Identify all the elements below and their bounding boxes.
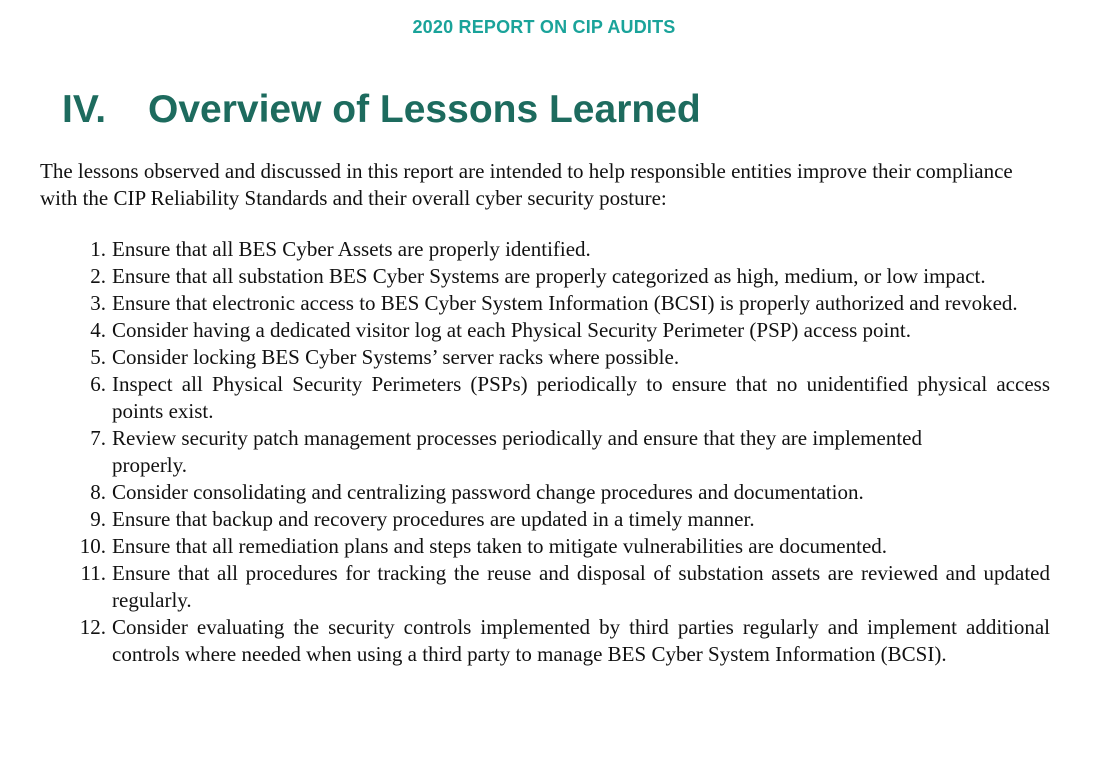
lesson-text: Inspect all Physical Security Perimeters (PSPs) periodically to ensure that no unidentified physical access points exist.	[112, 372, 1050, 423]
list-marker: 9.	[90, 507, 106, 531]
lesson-text: Consider consolidating and centralizing password change procedures and documentation.	[112, 480, 864, 504]
list-marker: 7.	[90, 426, 106, 450]
lesson-item	[0, 533, 1050, 560]
section-number: IV.	[62, 88, 107, 131]
lesson-item	[0, 317, 1050, 344]
list-marker: 5.	[90, 345, 106, 369]
list-marker: 1.	[90, 237, 106, 261]
list-marker: 3.	[90, 291, 106, 315]
lesson-text: Consider having a dedicated visitor log at each Physical Security Perimeter (PSP) access point.	[112, 318, 911, 342]
lesson-item	[0, 425, 922, 479]
running-header: 2020 REPORT ON CIP AUDITS	[412, 17, 676, 37]
list-marker: 4.	[90, 318, 106, 342]
list-marker: 12.	[79, 615, 106, 639]
lesson-text: Consider locking BES Cyber Systems’ server racks where possible.	[112, 345, 680, 369]
lesson-item	[0, 344, 1050, 371]
lesson-item	[0, 479, 1050, 506]
section-heading	[62, 88, 701, 132]
lesson-text: Ensure that electronic access to BES Cyber System Information (BCSI) is properly authorized and revoked.	[112, 291, 1018, 315]
list-marker: 8.	[90, 480, 106, 504]
lesson-text: Ensure that all procedures for tracking the reuse and disposal of substation assets are reviewed and updated regularly.	[112, 561, 1050, 612]
lesson-text: Ensure that backup and recovery procedures are updated in a timely manner.	[112, 507, 755, 531]
list-marker: 10.	[79, 534, 106, 558]
section-title: Overview of Lessons Learned	[148, 88, 701, 131]
lesson-text: Review security patch management processes periodically and ensure that they are implemented properly.	[112, 426, 922, 477]
lesson-item	[0, 263, 1050, 290]
lesson-item	[0, 290, 1050, 317]
lesson-text: Ensure that all BES Cyber Assets are properly identified.	[112, 237, 591, 261]
lesson-text: Ensure that all substation BES Cyber Systems are properly categorized as high, medium, or low impact.	[112, 264, 986, 288]
intro-paragraph: The lessons observed and discussed in this report are intended to help responsible entities improve their compliance with the CIP Reliability Standards and their overall cyber security posture:	[40, 159, 1013, 210]
lesson-text: Ensure that all remediation plans and steps taken to mitigate vulnerabilities are documented.	[112, 534, 888, 558]
lesson-text: Consider evaluating the security controls implemented by third parties regularly and implement additional controls where needed when using a third party to manage BES Cyber System Information (BCSI).	[112, 615, 1050, 666]
list-marker: 2.	[90, 264, 106, 288]
lesson-item	[0, 560, 1050, 614]
lesson-item	[0, 236, 1050, 263]
lesson-item	[0, 371, 1050, 425]
lessons-list	[0, 236, 1112, 668]
list-marker: 6.	[90, 372, 106, 396]
lesson-item	[0, 614, 1050, 668]
list-marker: 11.	[80, 561, 106, 585]
lesson-item	[0, 506, 1050, 533]
